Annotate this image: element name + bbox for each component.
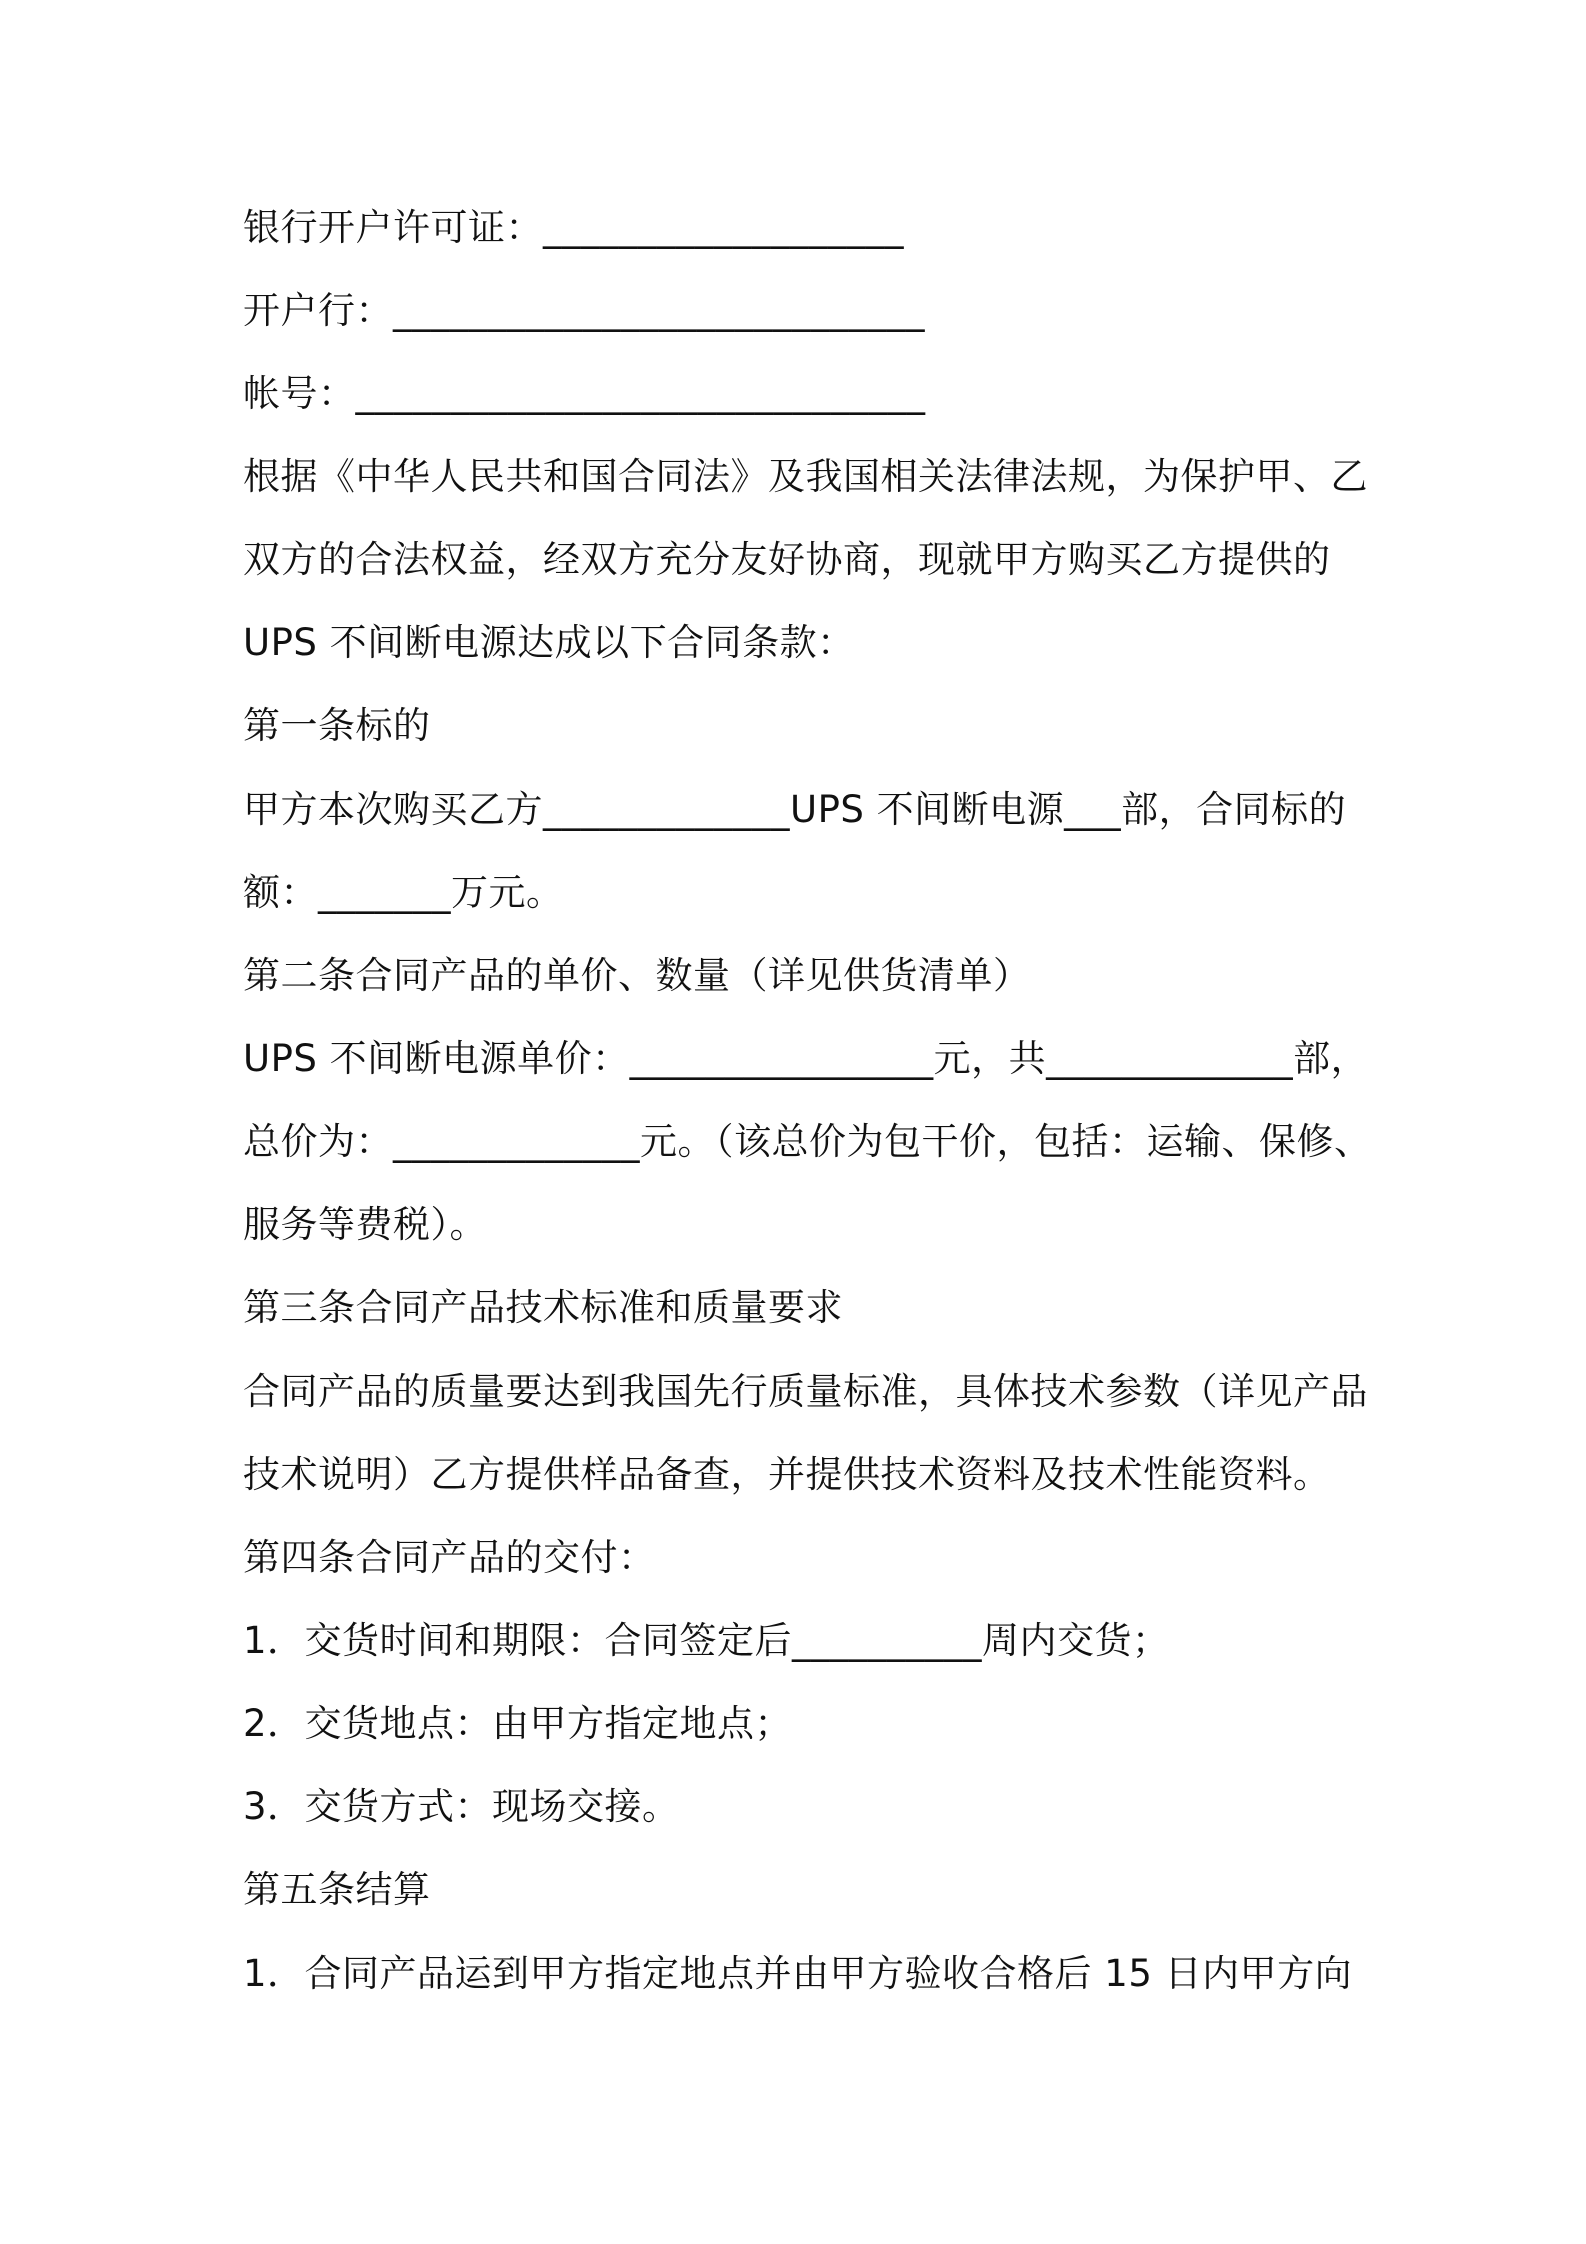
article-4-item-2: 2．交货地点：由甲方指定地点；: [243, 1702, 793, 1745]
article-4-item-1: 1．交货时间和期限：合同签定后__________周内交货；: [243, 1619, 1170, 1662]
article-2-heading: 第二条合同产品的单价、数量（详见供货清单）: [243, 954, 1031, 997]
article-1-text-1: 甲方本次购买乙方_____________UPS 不间断电源___部，合同标的: [243, 788, 1347, 831]
preamble-line-1: 根据《中华人民共和国合同法》及我国相关法律法规，为保护甲、乙: [243, 455, 1368, 498]
article-2-text-3: 服务等费税）。: [243, 1203, 487, 1246]
article-4-item-3: 3．交货方式：现场交接。: [243, 1785, 680, 1828]
article-3-text-2: 技术说明）乙方提供样品备查，并提供技术资料及技术性能资料。: [243, 1453, 1331, 1496]
article-5-item-1: 1．合同产品运到甲方指定地点并由甲方验收合格后 15 日内甲方向: [243, 1952, 1353, 1995]
article-5-heading: 第五条结算: [243, 1868, 431, 1911]
article-2-text-1: UPS 不间断电源单价：________________元，共_____________部，: [243, 1037, 1369, 1080]
article-2-text-2: 总价为：_____________元。（该总价为包干价，包括：运输、保修、: [243, 1120, 1372, 1163]
article-1-heading: 第一条标的: [243, 704, 431, 747]
article-3-heading: 第三条合同产品技术标准和质量要求: [243, 1286, 843, 1329]
account-number-line: 帐号：______________________________: [243, 372, 926, 415]
preamble-line-2: 双方的合法权益，经双方充分友好协商，现就甲方购买乙方提供的: [243, 538, 1331, 581]
bank-branch-line: 开户行：____________________________: [243, 289, 925, 332]
article-4-heading: 第四条合同产品的交付：: [243, 1536, 656, 1579]
bank-license-line: 银行开户许可证：___________________: [243, 206, 904, 249]
article-1-text-2: 额：_______万元。: [243, 871, 564, 914]
article-3-text-1: 合同产品的质量要达到我国先行质量标准，具体技术参数（详见产品: [243, 1370, 1368, 1413]
preamble-line-3: UPS 不间断电源达成以下合同条款：: [243, 621, 855, 664]
